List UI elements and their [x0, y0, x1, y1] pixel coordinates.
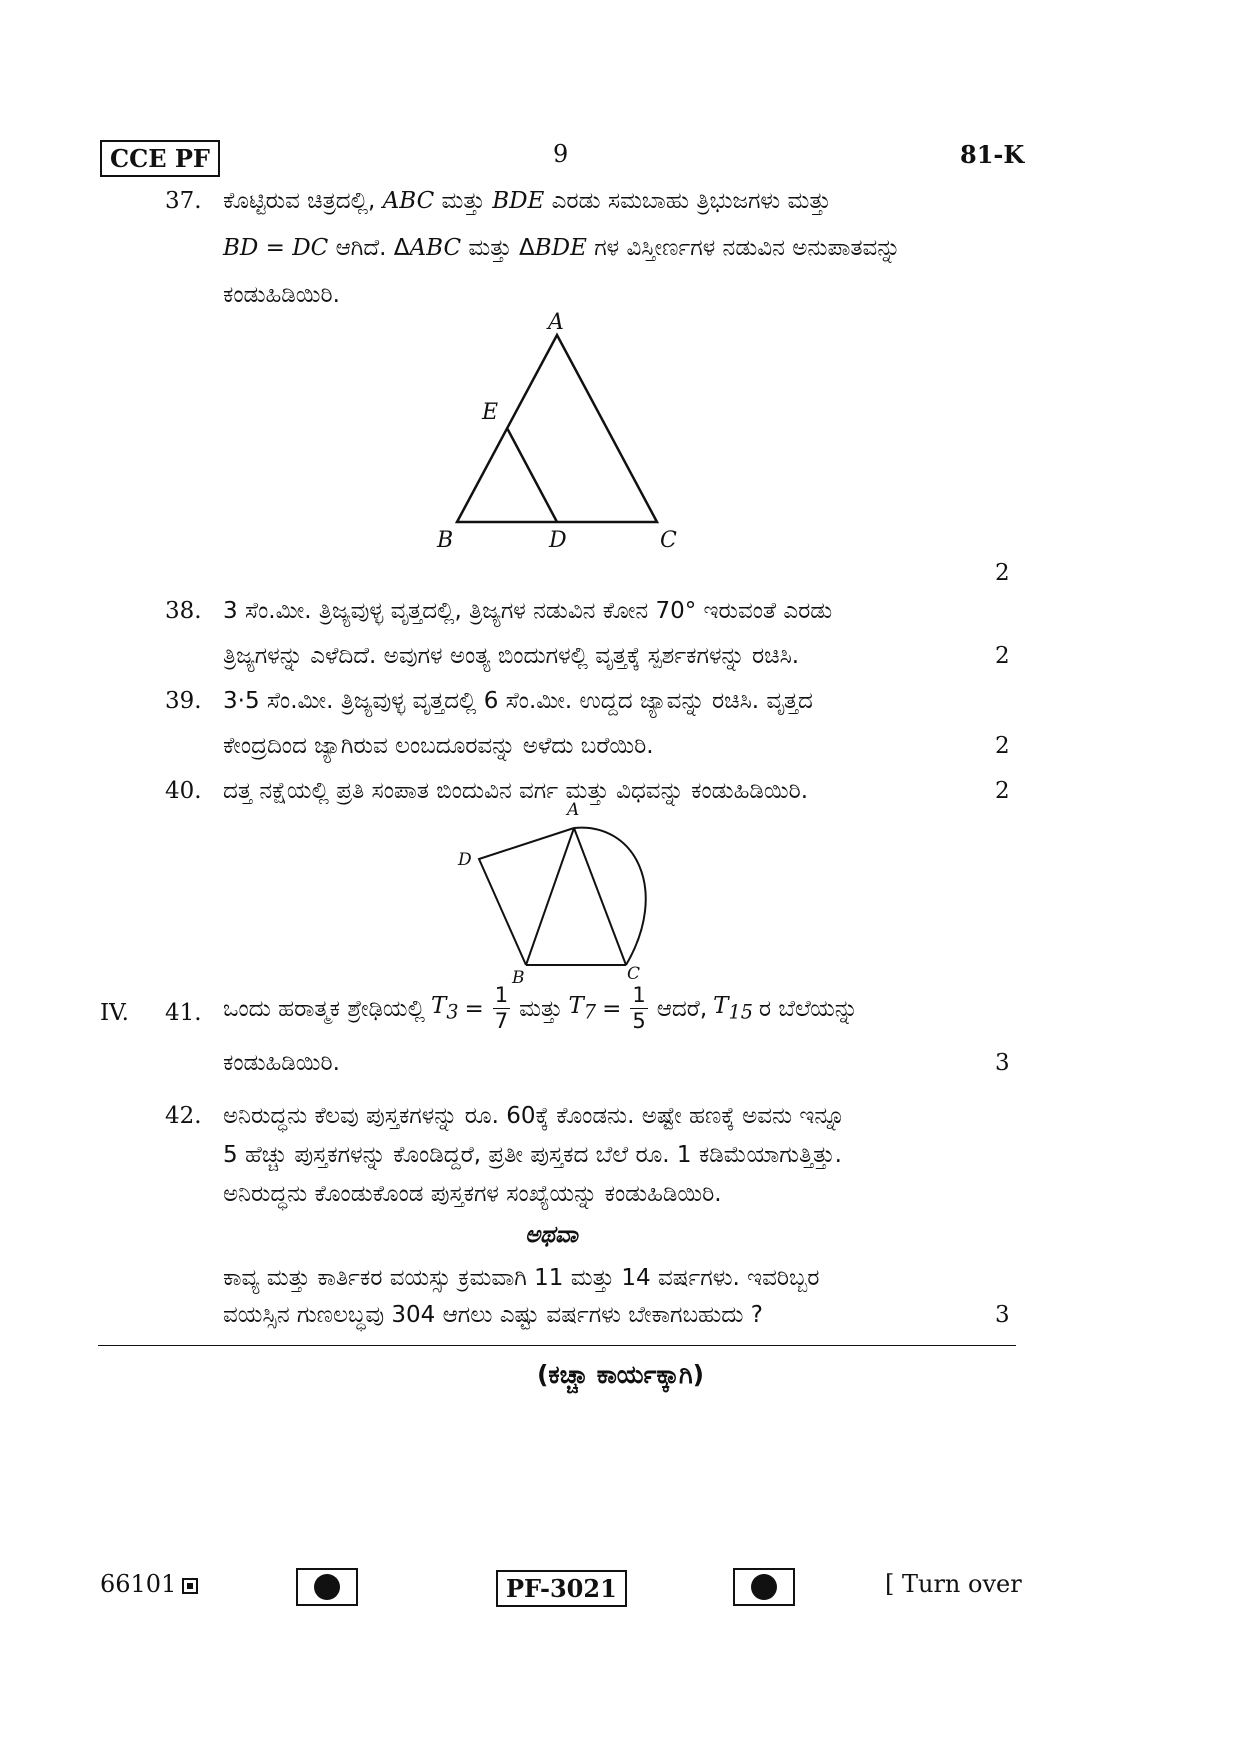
q39-line1: 3·5 ಸೆಂ.ಮೀ. ತ್ರಿಜ್ಯವುಳ್ಳ ವೃತ್ತದಲ್ಲಿ 6 ಸೆಂ.ಮೀ. ಉದ್ದದ ಜ್ಯಾವನ್ನು ರಚಿಸಿ. ವೃತ್ತದ	[223, 688, 813, 714]
footer-serial	[100, 1570, 198, 1598]
q41-text-b: ಮತ್ತು	[519, 995, 563, 1022]
q37-line1-bde: BDE	[492, 188, 545, 214]
q41-t3	[431, 993, 459, 1024]
filled-circle-icon	[751, 1574, 777, 1600]
q37-line2-c: ಗಳ ವಿಸ್ತೀರ್ಣಗಳ ನಡುವಿನ ಅನುಪಾತವನ್ನು	[594, 235, 901, 261]
filled-circle-icon	[314, 1574, 340, 1600]
q41-text-d: ರ ಬೆಲೆಯನ್ನು	[758, 995, 858, 1022]
footer-center-code: PF-3021	[496, 1570, 627, 1607]
q37-label-b: B	[437, 528, 454, 553]
q40-label-c: C	[627, 964, 641, 984]
registration-mark-right	[733, 1568, 795, 1606]
q37-label-a: A	[548, 310, 564, 335]
registration-mark-left	[296, 1568, 358, 1606]
q37-line2-a: ಆಗಿದೆ. Δ	[335, 235, 410, 261]
q40-line1: ದತ್ತ ನಕ್ಷೆಯಲ್ಲಿ ಪ್ರತಿ ಸಂಪಾತ ಬಿಂದುವಿನ ವರ್ಗ ಮತ್ತು ವಿಧವನ್ನು ಕಂಡುಹಿಡಿಯಿರಿ.	[223, 778, 809, 804]
q41-line2: ಕಂಡುಹಿಡಿಯಿರಿ.	[223, 1050, 340, 1076]
turn-over-label: [ Turn over	[885, 1570, 1022, 1598]
q41-line1	[223, 985, 858, 1032]
q37-line2-bde: BDE	[534, 235, 587, 261]
arc-a-c	[574, 828, 646, 965]
q37-line2	[223, 235, 901, 261]
q37-line2-eq: BD = DC	[223, 235, 329, 261]
q42-or-label: ಅಥವಾ	[525, 1222, 578, 1248]
q41-t3-letter: T	[430, 993, 447, 1020]
q42-line1: ಅನಿರುದ್ಧನು ಕೆಲವು ಪುಸ್ತಕಗಳನ್ನು ರೂ. 60ಕ್ಕೆ ಕೊಂಡನು. ಅಷ್ಟೇ ಹಣಕ್ಕೆ ಅವನು ಇನ್ನೂ	[223, 1103, 845, 1129]
path-d-a-c	[479, 828, 574, 965]
q42-alt-line2: ವಯಸ್ಸಿನ ಗುಣಲಬ್ಧವು 304 ಆಗಲು ಎಷ್ಟು ವರ್ಷಗಳು ಬೇಕಾಗಬಹುದು ?	[223, 1302, 763, 1328]
q41-mark: 3	[995, 1050, 1010, 1076]
q41-t7	[569, 993, 597, 1024]
footer-serial-text: 66101	[100, 1570, 177, 1598]
q41-fraction-1	[493, 985, 510, 1032]
q39-number: 39.	[165, 688, 202, 714]
q41-frac2-num: 1	[632, 983, 646, 1007]
q37-line1	[223, 188, 1018, 214]
q40-label-d: D	[458, 850, 472, 870]
q41-t15-sub: 15	[728, 1000, 753, 1024]
q42-line2: 5 ಹೆಚ್ಚು ಪುಸ್ತಕಗಳನ್ನು ಕೊಂಡಿದ್ದರೆ, ಪ್ರತೀ ಪುಸ್ತಕದ ಬೆಲೆ ರೂ. 1 ಕಡಿಮೆಯಾಗುತ್ತಿತ್ತು.	[223, 1142, 842, 1168]
q37-line3: ಕಂಡುಹಿಡಿಯಿರಿ.	[223, 282, 340, 308]
q41-t15-letter: T	[713, 993, 729, 1020]
section-rule	[98, 1345, 1016, 1346]
q37-line2-b: ಮತ್ತು Δ	[468, 235, 535, 261]
q37-mark: 2	[995, 560, 1010, 586]
page-number: 9	[553, 140, 569, 168]
q42-number: 42.	[165, 1103, 202, 1129]
q37-number: 37.	[165, 188, 202, 214]
q37-line1-c: ಎರಡು ಸಮಬಾಹು ತ್ರಿಭುಜಗಳು ಮತ್ತು	[551, 188, 831, 214]
q41-fraction-2	[630, 985, 647, 1032]
q37-label-e: E	[482, 400, 499, 425]
square-dot-icon	[182, 1578, 198, 1594]
q41-frac2-den: 5	[632, 1009, 646, 1033]
q41-text-a: ಒಂದು ಹರಾತ್ಮಕ ಶ್ರೇಢಿಯಲ್ಲಿ	[223, 995, 425, 1022]
edge-a-b	[526, 828, 574, 965]
q37-label-d: D	[549, 528, 567, 553]
q37-line2-abc: ABC	[409, 235, 462, 261]
segment-ed	[507, 428, 557, 522]
q40-graph-figure	[460, 810, 680, 980]
q37-label-c: C	[660, 528, 677, 553]
rough-work-label: (ಕಚ್ಚಾ ಕಾರ್ಯಕ್ಕಾಗಿ)	[536, 1360, 705, 1389]
q40-mark: 2	[995, 778, 1010, 804]
q38-mark: 2	[995, 643, 1010, 669]
q37-triangle-figure	[420, 310, 680, 550]
q38-number: 38.	[165, 598, 202, 624]
q40-label-a: A	[567, 800, 580, 820]
q40-label-b: B	[512, 968, 525, 988]
section-iv-label: IV.	[100, 1000, 129, 1026]
q42-line3: ಅನಿರುದ್ಧನು ಕೊಂಡುಕೊಂಡ ಪುಸ್ತಕಗಳ ಸಂಖ್ಯೆಯನ್ನು ಕಂಡುಹಿಡಿಯಿರಿ.	[223, 1181, 722, 1207]
q41-number: 41.	[165, 1000, 202, 1026]
q42-alt-line1: ಕಾವ್ಯ ಮತ್ತು ಕಾರ್ತಿಕರ ವಯಸ್ಸು ಕ್ರಮವಾಗಿ 11 ಮತ್ತು 14 ವರ್ಷಗಳು. ಇವರಿಬ್ಬರ	[223, 1265, 820, 1291]
q37-line1-abc: ABC	[382, 188, 435, 214]
q41-t15	[713, 993, 753, 1024]
code-box: CCE PF	[100, 140, 220, 177]
q41-t7-sub: 7	[583, 1000, 597, 1024]
q42-mark: 3	[995, 1302, 1010, 1328]
q40-number: 40.	[165, 778, 202, 804]
q39-line2: ಕೇಂದ್ರದಿಂದ ಜ್ಯಾಗಿರುವ ಲಂಬದೂರವನ್ನು ಅಳೆದು ಬರೆಯಿರಿ.	[223, 733, 654, 759]
paper-code: 81-K	[960, 140, 1025, 169]
q39-mark: 2	[995, 733, 1010, 759]
q41-text-c: ಆದರೆ,	[656, 995, 708, 1022]
q37-line1-a: ಕೊಟ್ಟಿರುವ ಚಿತ್ರದಲ್ಲಿ,	[223, 188, 376, 214]
edge-a-c	[574, 828, 626, 965]
q41-frac1-num: 1	[494, 983, 509, 1007]
q41-eq2: =	[602, 995, 622, 1022]
q41-t7-letter: T	[568, 993, 584, 1020]
q41-eq1: =	[464, 995, 484, 1022]
triangle-abc	[457, 335, 657, 522]
q38-line2: ತ್ರಿಜ್ಯಗಳನ್ನು ಎಳೆದಿದೆ. ಅವುಗಳ ಅಂತ್ಯ ಬಿಂದುಗಳಲ್ಲಿ ವೃತ್ತಕ್ಕೆ ಸ್ಪರ್ಶಕಗಳನ್ನು ರಚಿಸಿ.	[223, 643, 800, 669]
q41-t3-sub: 3	[446, 1000, 459, 1024]
q41-frac1-den: 7	[494, 1009, 509, 1033]
q37-line1-b: ಮತ್ತು	[441, 188, 485, 214]
q38-line1: 3 ಸೆಂ.ಮೀ. ತ್ರಿಜ್ಯವುಳ್ಳ ವೃತ್ತದಲ್ಲಿ, ತ್ರಿಜ್ಯಗಳ ನಡುವಿನ ಕೋನ 70° ಇರುವಂತೆ ಎರಡು	[223, 598, 833, 624]
